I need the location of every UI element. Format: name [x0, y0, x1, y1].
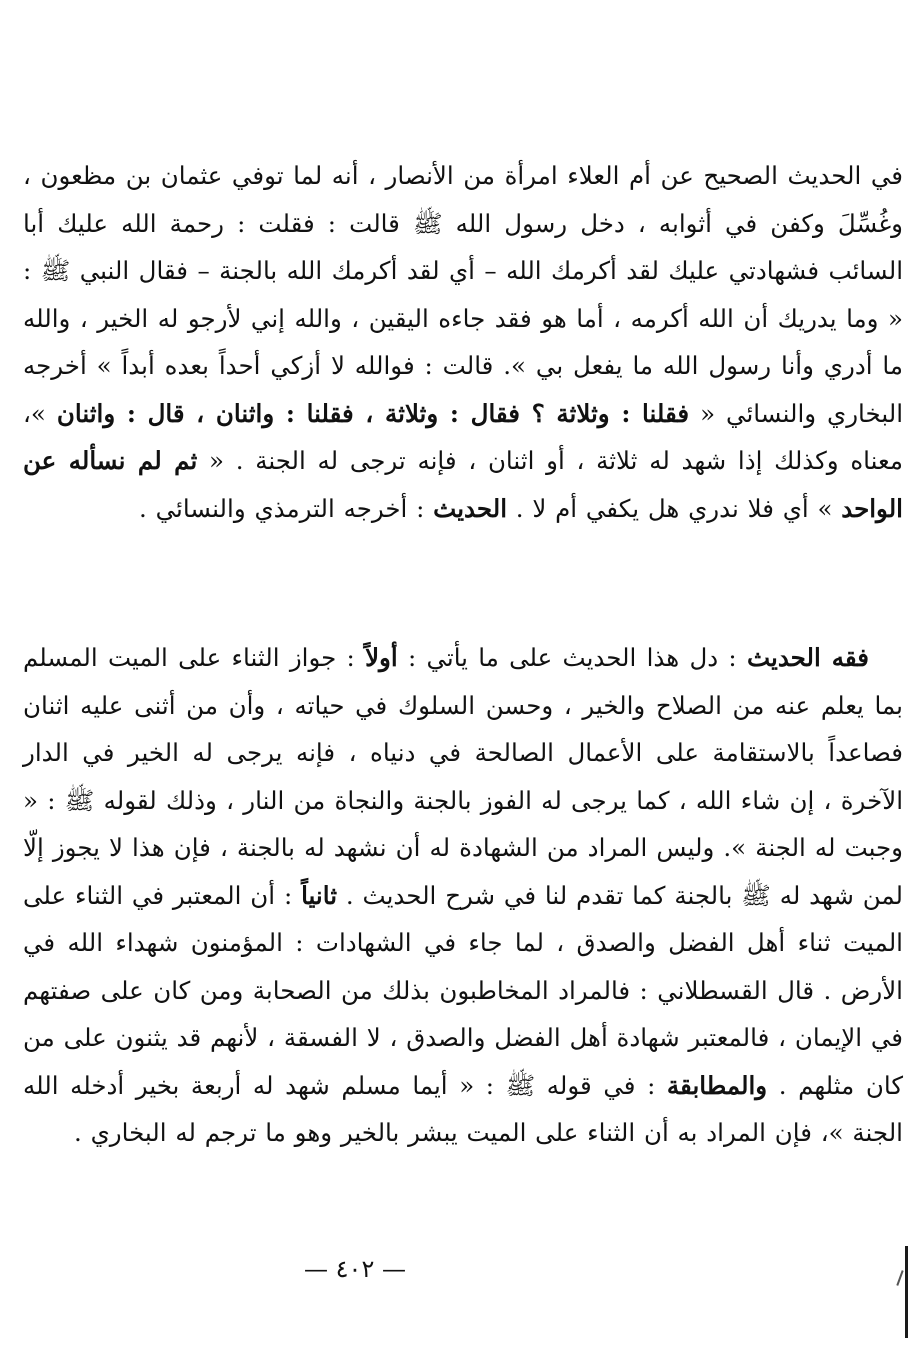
fiqh-text-1: : دل هذا الحديث على ما يأتي : — [397, 643, 747, 672]
fiqh-correspondence-label: والمطابقة — [666, 1070, 768, 1100]
hadith-text-1: في الحديث الصحيح عن أم العلاء امرأة من الأنصار ، أنه لما توفي عثمان بن مظعون ، وغُسِّلَ وكفن في أثوابه ، دخل رسول الله ﷺ قالت : فقلت : رحمة الله عليك أبا السائب فشهادتي عليك لقد أكرمك الله – أي لقد أكرمك الله بالجنة – فقال النبي ﷺ : « وما يدريك أن الله أكرمه ، أما هو فقد جاءه اليقين ، والله إني لأرجو له الخير ، والله ما أدري وأنا رسول الله ما يفعل بي ». قالت : فوالله لا أزكي أحداً بعده أبداً » أخرجه البخاري والنسائي « — [23, 161, 903, 428]
fiqh-text-3: : أن المعتبر في الثناء على الميت ثناء أهل الفضل والصدق ، لما جاء في الشهادات : المؤمنون شهداء الله في الأرض . قال القسطلاني : فالمراد المخاطبون بذلك من الصحابة ومن كان على صفتهم في الإيمان ، فالمعتبر شهادة أهل الفضل والصدق ، لا الفسقة ، لأنهم قد يثنون على من كان مثلهم . — [23, 880, 904, 1100]
fiqh-text-2: : جواز الثناء على الميت المسلم بما يعلم عنه من الصلاح والخير ، وحسن السلوك في حياته ، وأن من أثنى عليه اثنان فصاعداً بالاستقامة على الأعمال الصالحة في دنياه ، فإنه يرجى له الخير في الدار الآخرة ، إن شاء الله ، كما يرجى له الفوز بالجنة والنجاة من النار ، وذلك لقوله ﷺ : « وجبت له الجنة ». وليس المراد من الشهادة له أن نشهد له بالجنة ، فإن هذا لا يجوز إلّا لمن شهد له ﷺ بالجنة كما تقدم لنا في شرح الحديث . — [23, 643, 903, 910]
fiqh-paragraph — [23, 634, 903, 1157]
hadith-text-2: »، معناه وكذلك إذا شهد له ثلاثة ، أو اثنان ، فإنه ترجى له الجنة . « — [23, 398, 903, 475]
fiqh-second-point-label: ثانياً — [301, 880, 338, 910]
hadith-text-4: : أخرجه الترمذي والنسائي . — [139, 493, 434, 523]
hadith-paragraph — [23, 152, 903, 532]
scan-margin-line — [905, 1246, 908, 1338]
hadith-bold-dialogue: فقلنا : وثلاثة ؟ فقال : وثلاثة ، فقلنا : واثنان ، قال : واثنان — [56, 398, 690, 428]
page-number: — ٤٠٢ — — [304, 1255, 406, 1283]
scan-margin-mark — [896, 1270, 903, 1286]
fiqh-text-4: : في قوله ﷺ : « أيما مسلم شهد له أربعة بخير أدخله الله الجنة »، فإن المراد به أن الثناء على الميت يبشر بالخير وهو ما ترجم له البخاري . — [23, 1070, 903, 1147]
hadith-bold-heading: الحديث — [433, 493, 507, 523]
fiqh-first-point-label: أولاً — [365, 643, 398, 672]
hadith-bold-question: ثم لم نسأله عن الواحد — [23, 446, 903, 523]
hadith-text-3: » أي فلا ندري هل يكفي أم لا . — [507, 493, 842, 523]
fiqh-heading: فقه الحديث — [746, 643, 870, 672]
